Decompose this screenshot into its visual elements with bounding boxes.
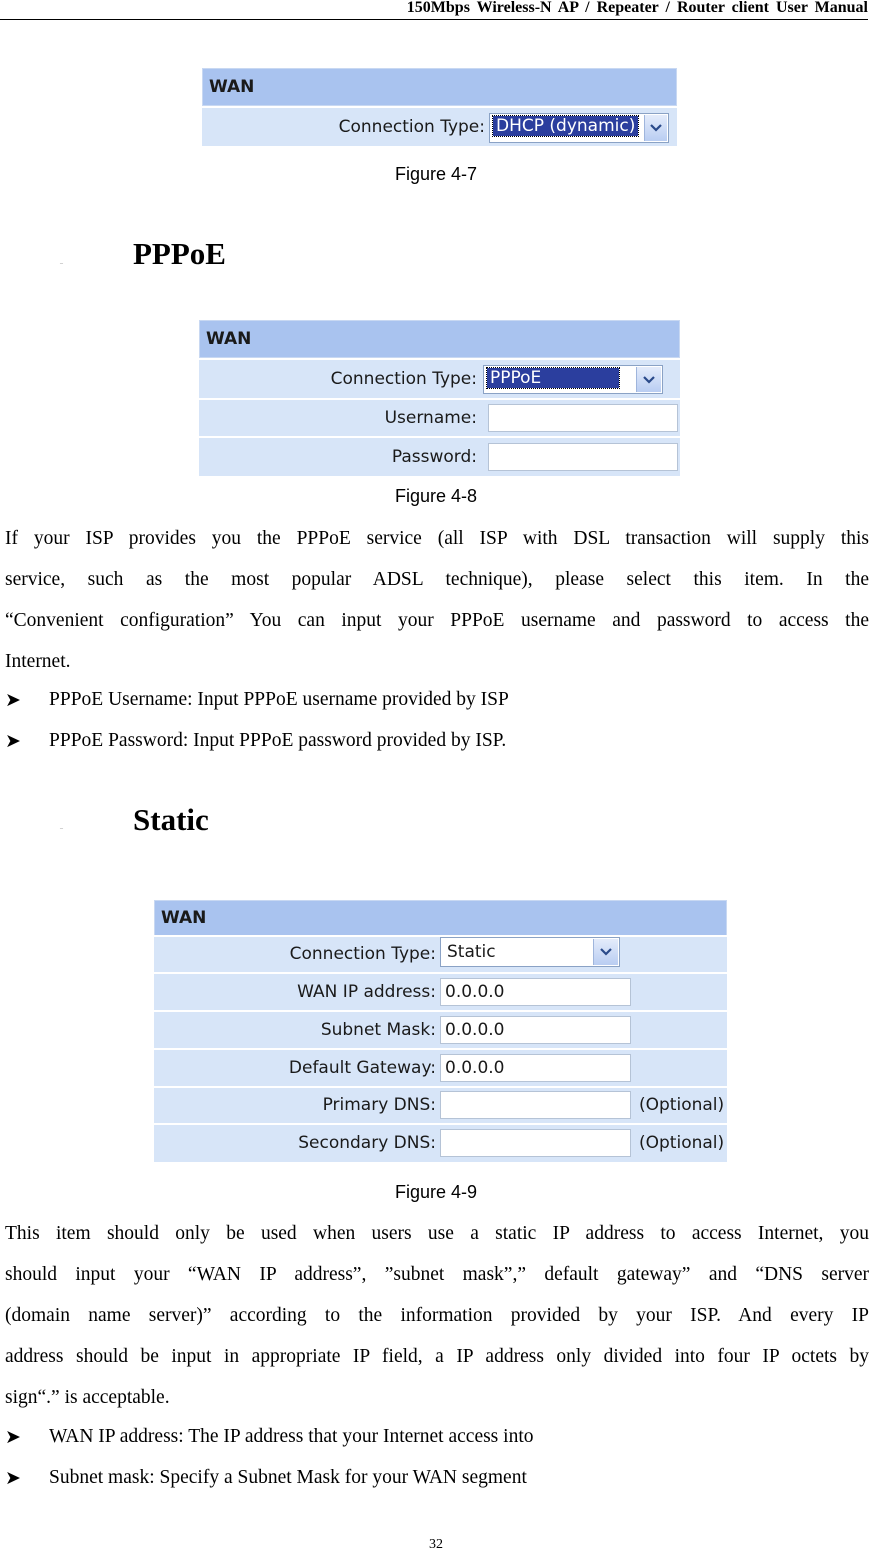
figure-caption: Figure 4-9 [394,1182,478,1202]
connection-type-row [154,935,727,972]
connection-type-select[interactable] [489,113,669,143]
pppoe-description [5,518,869,682]
dropdown-button[interactable] [593,939,618,965]
section-heading-static: Static [133,802,209,837]
paragraph-line: (domain name server)” according to the information provided by your ISP. And every IP [5,1305,869,1326]
username-row [199,398,680,436]
secondary-dns-label: Secondary DNS: [298,1133,436,1153]
paragraph-line: should input your “WAN IP address”, ”subnet mask”,” default gateway” and “DNS server [5,1264,869,1285]
subnet-mask-row [154,1010,727,1048]
panel-title: WAN [161,908,207,928]
wan-panel-header [199,320,680,358]
optional-note: (Optional) [639,1133,725,1153]
wan-panel-header [154,900,727,936]
figure-caption: Figure 4-8 [394,486,478,506]
panel-title: WAN [209,77,255,97]
wan-panel-pppoe [194,318,680,476]
subnet-mask-label: Subnet Mask: [320,1020,436,1040]
heading-marker: – [60,261,63,267]
section-heading-pppoe: PPPoE [133,236,226,271]
chevron-down-icon [600,948,612,956]
default-gateway-input[interactable]: 0.0.0.0 [440,1054,631,1082]
username-label: Username: [384,408,477,428]
paragraph-line: address should be input in appropriate IP field, a IP address only divided into four IP octets by [5,1346,869,1367]
primary-dns-label: Primary DNS: [322,1095,436,1115]
chevron-down-icon [643,376,655,384]
username-input[interactable] [488,404,678,432]
dropdown-button[interactable] [636,367,661,392]
default-gateway-row [154,1048,727,1086]
optional-note: (Optional) [639,1095,725,1115]
connection-type-label: Connection Type: [330,369,477,389]
secondary-dns-row [154,1123,727,1162]
connection-type-label: Connection Type: [289,944,436,964]
paragraph-line: If your ISP provides you the PPPoE service (all ISP with DSL transaction will supply this [5,528,869,549]
panel-title: WAN [206,329,252,349]
subnet-mask-input[interactable]: 0.0.0.0 [440,1016,631,1044]
arrow-bullet-icon: ➤ [5,1427,21,1448]
manual-title: 150Mbps Wireless-N AP / Repeater / Router client User Manual [406,0,868,16]
arrow-bullet-icon: ➤ [5,690,21,711]
wan-panel-static [148,893,727,1163]
page-number: 32 [429,1537,443,1552]
primary-dns-row [154,1086,727,1123]
heading-marker: – [60,826,63,832]
arrow-bullet-icon: ➤ [5,731,21,752]
wan-ip-row [154,972,727,1010]
arrow-bullet-icon: ➤ [5,1468,21,1489]
wan-panel-header [202,68,677,106]
paragraph-line: This item should only be used when users use a static IP address to access Internet, you [5,1223,869,1244]
connection-type-label: Connection Type: [338,117,485,137]
default-gateway-label: Default Gateway: [288,1058,436,1078]
wan-panel-dhcp [197,66,677,147]
static-description [5,1213,869,1418]
connection-type-value: PPPoE [487,368,619,388]
connection-type-select[interactable] [483,365,663,394]
bullet-text: PPPoE Password: Input PPPoE password provided by ISP. [49,730,507,751]
password-row [199,436,680,476]
paragraph-line: service, such as the most popular ADSL technique), please select this item. In the [5,569,869,590]
connection-type-value: DHCP (dynamic) [493,116,638,136]
primary-dns-input[interactable] [440,1091,631,1119]
connection-type-row [199,358,680,398]
figure-caption: Figure 4-7 [394,164,478,184]
bullet-text: WAN IP address: The IP address that your Internet access into [49,1426,534,1447]
password-input[interactable] [488,443,678,471]
paragraph-line: Internet. [5,651,71,672]
wan-ip-input[interactable]: 0.0.0.0 [440,978,631,1006]
chevron-down-icon [650,124,662,132]
password-label: Password: [391,447,477,467]
secondary-dns-input[interactable] [440,1129,631,1157]
connection-type-row [202,106,677,146]
wan-ip-label: WAN IP address: [297,982,436,1002]
connection-type-select[interactable] [440,937,620,967]
bullet-text: Subnet mask: Specify a Subnet Mask for your WAN segment [49,1467,527,1488]
paragraph-line: “Convenient configuration” You can input your PPPoE username and password to access the [5,610,869,631]
dropdown-button[interactable] [644,115,667,141]
page-header [0,0,868,20]
bullet-text: PPPoE Username: Input PPPoE username provided by ISP [49,689,509,710]
paragraph-line: sign“.” is acceptable. [5,1387,170,1408]
connection-type-value: Static [447,942,496,962]
